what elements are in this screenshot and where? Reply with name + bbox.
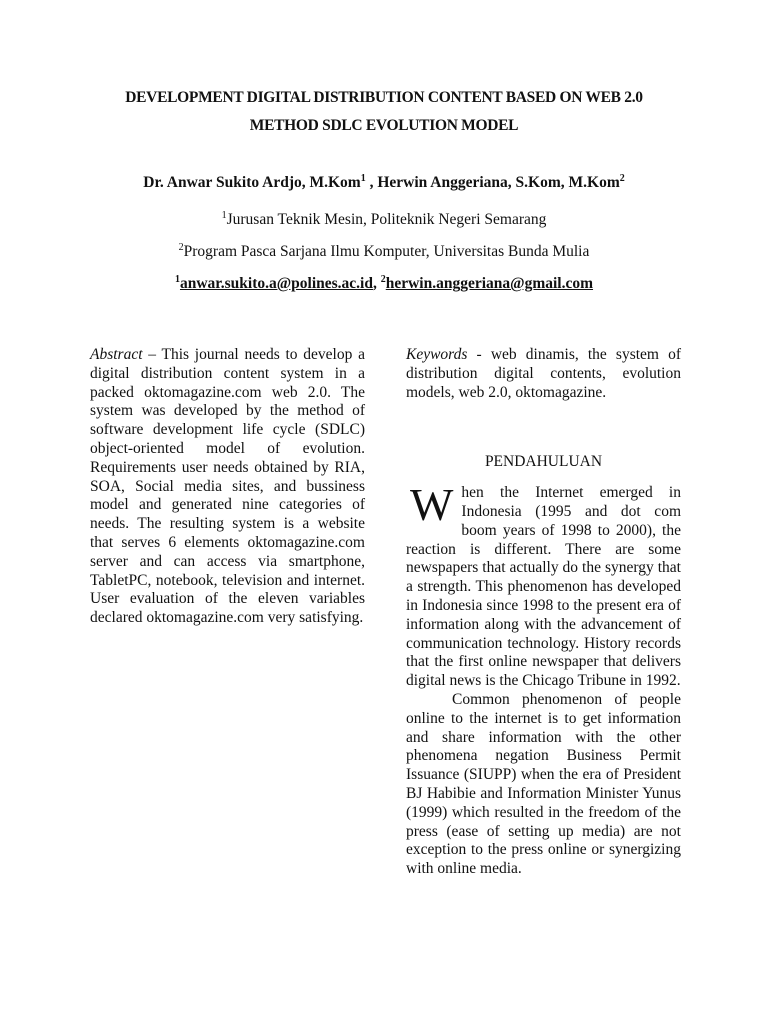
email-2-mark: 2 xyxy=(380,273,386,285)
abstract-dash: – xyxy=(142,346,162,363)
email-separator: , xyxy=(372,275,381,292)
intro-paragraph-2: Common phenomenon of people online to the internet is to get information and share information with the other phenomena negation Business Permit Issuance (SIUPP) when the era of President BJ Habibie and Information Minister Yunus (1999) which resulted in the freedom of the press (ease of setting up media) are not exception to the press online or synergizing with online media. xyxy=(406,690,681,878)
email-line xyxy=(0,275,768,293)
abstract-paragraph xyxy=(90,346,365,628)
email-1-mark: 1 xyxy=(174,273,180,285)
abstract-text: This journal needs to develop a digital distribution content system in a packed oktomagazine.com web 2.0. The system was developed by the method of software development life cycle (SDLC) object-oriented model of evolution. Requirements user needs obtained by RIA, SOA, Social media sites, and bussiness model and generated nine categories of needs. The resulting system is a website that serves 6 elements oktomagazine.com server and can access via smartphone, TabletPC, notebook, television and internet. User evaluation of the eleven variables declared oktomagazine.com very satisfying. xyxy=(90,346,365,627)
email-2-link[interactable]: herwin.anggeriana@gmail.com xyxy=(385,275,594,292)
author-1: Dr. Anwar Sukito Ardjo, M.Kom xyxy=(143,174,361,191)
affiliation-2-mark: 2 xyxy=(178,241,184,253)
affiliation-1-text: Jurusan Teknik Mesin, Politeknik Negeri Semarang xyxy=(226,211,547,228)
right-column xyxy=(406,346,681,879)
author-2-affiliation-mark: 2 xyxy=(619,172,625,184)
abstract-column xyxy=(90,346,365,628)
email-1-link[interactable]: anwar.sukito.a@polines.ac.id xyxy=(179,275,373,292)
affiliation-2-text: Program Pasca Sarjana Ilmu Komputer, Universitas Bunda Mulia xyxy=(183,243,590,260)
intro-paragraph-1-text: hen the Internet emerged in Indonesia (1995 and dot com boom years of 1998 to 2000), the reaction is different. There are some newspapers that actually do the synergy that a strength. This phenomenon has developed in Indonesia since 1998 to the present era of information along with the advancement of communication technology. History records that the first online newspaper that delivers digital news is the Chicago Tribune in 1992. xyxy=(406,484,681,690)
paper-title-line-1: DEVELOPMENT DIGITAL DISTRIBUTION CONTENT BASED ON WEB 2.0 xyxy=(125,89,643,106)
drop-cap: W xyxy=(410,479,454,531)
keywords-text: web dinamis, the system of distribution digital contents, evolution models, web 2.0, oktomagazine. xyxy=(406,346,681,401)
author-2: Herwin Anggeriana, S.Kom, M.Kom xyxy=(377,174,620,191)
keywords-label: Keywords xyxy=(406,346,468,363)
paper-title-line-2: METHOD SDLC EVOLUTION MODEL xyxy=(249,117,519,134)
affiliation-2 xyxy=(0,243,768,261)
affiliation-1 xyxy=(0,211,768,229)
keywords-dash: - xyxy=(467,346,491,363)
abstract-label: Abstract xyxy=(90,346,143,363)
section-heading-pendahuluan: PENDAHULUAN xyxy=(484,453,603,471)
author-separator: , xyxy=(365,174,378,191)
author-1-affiliation-mark: 1 xyxy=(360,172,366,184)
author-list xyxy=(0,174,768,192)
keywords-paragraph xyxy=(406,346,681,402)
affiliation-1-mark: 1 xyxy=(221,209,227,221)
intro-paragraph-1 xyxy=(406,479,681,691)
